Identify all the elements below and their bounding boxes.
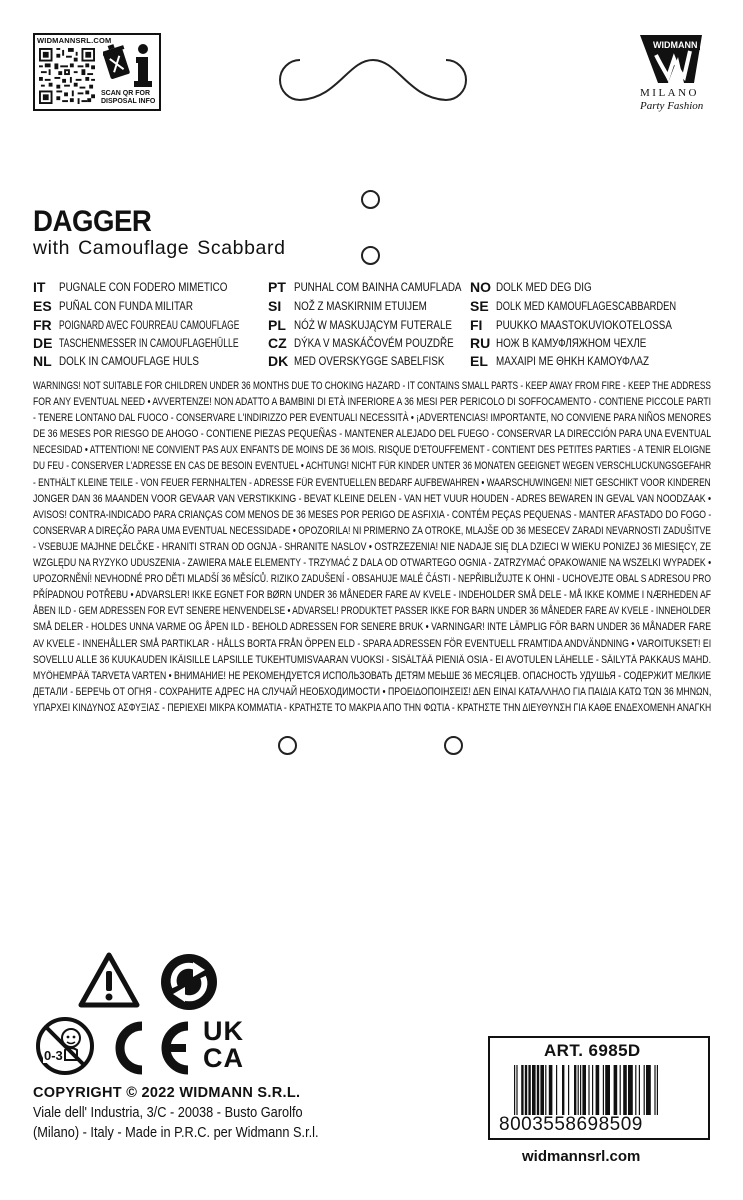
- translation-item: [268, 278, 498, 296]
- barcode-bar: [620, 1065, 621, 1115]
- barcode-bar: [556, 1065, 557, 1115]
- qr-caption-line1: SCAN QR FOR: [101, 90, 150, 97]
- barcode-label: [488, 1036, 710, 1140]
- barcode-bar: [657, 1065, 658, 1115]
- translation-item: [268, 352, 477, 370]
- translation-item: [470, 316, 711, 334]
- warning-line: MYÖHEMPÄÄ TARVETA VARTEN • ВНИМАНИЕ! НЕ РЕКОМЕНДУЕТСЯ ИСПОЛЬЗОВАТЬ ДЕТЯМ МЕЬШЕ 36 МЕСЯЦЕВ. ОПАСНОСТЬ УДУШЬЯ - СОДЕРЖИТ МЕЛКИЕ: [33, 669, 711, 682]
- translation-text: NOŽ Z MASKIRNIM ETUIJEM: [294, 298, 427, 313]
- barcode-bar: [635, 1065, 636, 1115]
- language-code: DE: [33, 334, 53, 351]
- barcode-bar: [514, 1065, 515, 1115]
- warning-line: - VSEBUJE MAJHNE DELČKE - HRANITI STRAN OD OGNJA - SHRANITE NASLOV • OSTRZEZENIA! NIE NADAJE SIĘ DLA DZIECI W WIEKU PONIZEJ 36 MIESIĘCY, ZE: [33, 540, 712, 553]
- ce-mark-icon: [104, 1018, 194, 1078]
- barcode-icon: [500, 1065, 700, 1119]
- translation-item: [33, 334, 308, 352]
- barcode-bar: [614, 1065, 618, 1115]
- qr-caption-line2: DISPOSAL INFO: [101, 98, 156, 105]
- translation-text: ΜΑΧΑΙΡΙ ΜΕ ΘΗΚΗ ΚΑΜΟΥΦΛΑΖ: [496, 353, 649, 368]
- translation-text: PUUKKO MAASTOKUVIOKOTELOSSA: [496, 317, 672, 332]
- logo-city: MILANO: [640, 87, 699, 99]
- language-code: NO: [470, 278, 491, 295]
- language-code: EL: [470, 352, 488, 369]
- barcode-bar: [574, 1065, 576, 1115]
- logo-brand: WIDMANN: [653, 40, 698, 50]
- ukca-line2: CA: [203, 1043, 244, 1073]
- translation-item: [33, 297, 222, 315]
- translation-text: НОЖ В КАМУФЛЯЖНОМ ЧЕХЛЕ: [496, 335, 647, 350]
- barcode-bar: [521, 1065, 523, 1115]
- barcode-bar: [605, 1065, 610, 1115]
- warning-line: - ENTHÄLT KLEINE TEILE - VON FEUER FERNHALTEN - ADRESSE FÜR EVENTUELLEN BEDARF AUFBEWAHREN • WAARSCHUWINGEN! NIET GESCHIKT VOOR KINDEREN: [33, 476, 711, 489]
- punch-hole: [278, 736, 297, 755]
- barcode-bar: [639, 1065, 640, 1115]
- address-line2: (Milano) - Italy - Made in P.R.C. per Widmann S.r.l.: [33, 1125, 319, 1141]
- website[interactable]: widmannsrl.com: [522, 1148, 641, 1165]
- barcode-bar: [596, 1065, 600, 1115]
- language-code: SE: [470, 297, 489, 314]
- warning-icon: [78, 952, 140, 1008]
- product-title: DAGGER: [33, 205, 152, 238]
- recycle-icon: [160, 953, 218, 1011]
- warning-line: UPOZORNĚNÍ! NEVHODNÉ PRO DĚTI MLADŠÍ 36 MĚSÍCŮ. RIZIKO ZADUŠENÍ - OBSAHUJE MALÉ ČÁSTI - NEPŘIBLIŽUJTE K OHNI - UCHOVEJTE OBAL S ADRESOU PRO: [33, 573, 712, 586]
- translation-text: PUNHAL COM BAINHA CAMUFLADA: [294, 279, 462, 294]
- no-children-icon: [35, 1016, 95, 1076]
- qr-disposal-block: [33, 33, 161, 111]
- warning-line: PŘÍPADNOU POTŘEBU • ADVARSLER! IKKE EGNET FOR BØRN UNDER 36 MÅNEDER FARE AV KVELE - INDEHOLDER SMÅ DELE - MÅ IKKE KOMME I NÆRHEDEN AF: [33, 589, 712, 602]
- warning-line: CONSERVAR A DIREÇÃO PARA UMA EVENTUAL NECESSIDADE • OPOZORILA! NI PRIMERNO ZA OTROKE, MLAJŠE OD 36 MESECEV ZARADI NEVARNOSTI ZADUŠITVE: [33, 524, 711, 537]
- warning-line: AVISOS! CONTRA-INDICADO PARA CRIANÇAS COM MENOS DE 36 MESES POR PERIGO DE ASFIXIA - CONTÉM PEÇAS PEQUENAS - MANTER AFASTADO DO FOGO -: [33, 508, 712, 521]
- warning-line: JONGER DAN 36 MAANDEN VOOR GEVAAR VAN VERSTIKKING - BEVAT KLEINE DELEN - VAN HET VUUR HOUDEN - ADRES BEWAREN IN GEVAL VAN NOODZAAK •: [33, 492, 712, 505]
- language-code: RU: [470, 334, 491, 351]
- warning-line: SOVELLU ALLE 36 KUUKAUDEN IKÄISILLE LAPSILLE TUKEHTUMISVAARAN VUOKSI - SISÄLTÄÄ PIENIÄ OSIA - EI AVOTULEN LÄHELLE - SÄILYTÄ PAKKAUS MAHD.: [33, 653, 712, 666]
- barcode-bar: [537, 1065, 539, 1115]
- qr-code-icon[interactable]: [39, 48, 95, 104]
- language-code: FI: [470, 316, 483, 333]
- barcode-bar: [532, 1065, 536, 1115]
- language-code: IT: [33, 278, 46, 295]
- ukca-line1: UK: [203, 1016, 244, 1046]
- translation-text: DOLK IN CAMOUFLAGE HULS: [59, 353, 199, 368]
- translation-text: PUÑAL CON FUNDA MILITAR: [59, 298, 193, 313]
- warning-line: WZGLĘDU NA RYZYKO UDUSZENIA - ZAWIERA MAŁE ELEMENTY - TRZYMAĆ Z DALA OD OTWARTEGO OGNIA - ZATRZYMAĆ OPAKOWANIE NA WSZELKI WYPADEK •: [33, 557, 712, 570]
- logo-tagline: Party Fashion: [640, 100, 704, 112]
- translation-item: [268, 316, 487, 334]
- ukca-mark: [203, 1018, 244, 1072]
- barcode-bar: [644, 1065, 645, 1115]
- language-code: CZ: [268, 334, 287, 351]
- address-line1: Viale dell' Industria, 3/C - 20038 - Busto Garolfo: [33, 1105, 303, 1121]
- barcode-bar: [568, 1065, 569, 1115]
- warning-line: NECESIDAD • ATTENTION! NE CONVIENT PAS AUX ENFANTS DE MOINS DE 36 MOIS. RISQUE D'ETOUFFEMENT - CONTIENT DES PETITES PARTIES - A TENIR ELOIGNE: [33, 444, 711, 457]
- translation-text: DÝKA V MASKÁČOVÉM POUZDŘE: [294, 335, 454, 350]
- translation-text: PUGNALE CON FODERO MIMETICO: [59, 279, 228, 294]
- translation-text: DOLK MED DEG DIG: [496, 279, 592, 294]
- language-code: ES: [33, 297, 52, 314]
- language-code: DK: [268, 352, 289, 369]
- product-subtitle: with Camouflage Scabbard: [33, 237, 286, 259]
- warning-line: AV KVELE - INNEHÅLLER SMÅ PARTIKLAR - HÅLLS BORTA FRÅN ÖPPEN ELD - SPARA ADRESSEN FÖR EVENTUELL FRAMTIDA ANDVÄNDNING • VAROITUKSET! EI: [33, 637, 712, 650]
- qr-url: WIDMANNSRL.COM: [37, 36, 112, 45]
- barcode-bar: [528, 1065, 530, 1115]
- punch-hole: [361, 246, 380, 265]
- translation-item: [470, 297, 728, 315]
- warning-line: SMÅ DELER - HOLDES UNNA VARME OG ÅPEN ILD - BEHOLD ADRESSEN FOR SENERE BRUK • VARNINGAR! INTE LÄMPLIG FÖR BARN UNDER 36 MÅNADER FARE: [33, 621, 712, 634]
- translation-item: [470, 334, 679, 352]
- barcode-bar: [628, 1065, 633, 1115]
- barcode-bar: [578, 1065, 579, 1115]
- warning-line: FOR ANY EVENTUAL NEED • AVVERTENZE! NON ADATTO A BAMBINI DI ETÀ INFERIORE A 36 MESI PER PERICOLO DI SOFFOCAMENTO - CONTIENE PICCOLE PARTI: [33, 396, 712, 409]
- translation-item: [33, 352, 230, 370]
- barcode-digits: 8003558698509: [499, 1114, 643, 1135]
- copyright: COPYRIGHT © 2022 WIDMANN S.R.L.: [33, 1085, 301, 1101]
- barcode-bar: [545, 1065, 546, 1115]
- language-code: NL: [33, 352, 52, 369]
- warning-line: ДЕТАЛИ - БЕРЕЧЬ ОТ ОГНЯ - СОХРАНИТЕ АДРЕС НА СЛУЧАЙ НЕОБХОДИМОСТИ • ΠΡΟΕΙΔΟΠΟΙΗΣΕΙΣ! ΔΕΝ ΕΙΝΑΙ ΚΑΤΑΛΛΗΛΟ ΓΙΑ ΠΑΙΔΙΑ ΚΑΤΩ ΤΩΝ 36 ΜΗΝΩΝ,: [33, 685, 712, 698]
- hang-tab-slot: [278, 58, 468, 102]
- barcode-bar: [623, 1065, 627, 1115]
- warning-line: ΥΠΑΡΧΕΙ ΚΙΝΔΥΝΟΣ ΑΣΦΥΞΙΑΣ - ΠΕΡΙΕΧΕΙ ΜΙΚΡΑ ΚΟΜΜΑΤΙΑ - ΚΡΑΤΗΣΤΕ ΤΟ ΜΑΚΡΙΑ ΑΠΟ ΤΗΝ ΦΩΤΙΑ - ΚΡΑΤΗΣΤΕ ΤΗΝ ΔΙΕΥΘΥΝΣΗ ΓΙΑ ΚΑΘΕ ΕΝΔΕΧΟΜΕΝΗ ΑΝΑΓΚΗ: [33, 701, 712, 714]
- translation-text: NÓŻ W MASKUJĄCYM FUTERALE: [294, 317, 453, 332]
- barcode-bar: [525, 1065, 527, 1115]
- punch-hole: [444, 736, 463, 755]
- barcode-bar: [562, 1065, 564, 1115]
- translation-item: [470, 352, 683, 370]
- translation-text: DOLK MED KAMOUFLAGESCABBARDEN: [496, 298, 677, 313]
- qr-caption: [101, 90, 161, 106]
- barcode-bar: [516, 1065, 517, 1115]
- translation-item: [268, 297, 456, 315]
- translation-item: [268, 334, 489, 352]
- widmann-logo: [638, 33, 718, 113]
- language-code: PT: [268, 278, 286, 295]
- article-number: ART. 6985D: [544, 1041, 641, 1060]
- barcode-bar: [540, 1065, 544, 1115]
- barcode-bar: [588, 1065, 589, 1115]
- translation-text: TASCHENMESSER IN CAMOUFLAGEHÜLLE: [59, 335, 239, 350]
- barcode-bar: [603, 1065, 604, 1115]
- translation-item: [33, 278, 264, 296]
- warning-line: DE 36 MESES POR RIESGO DE AHOGO - CONTIENE PIEZAS PEQUEÑAS - MANTENER ALEJADO DEL FUEGO - CONSERVAR LA DIRECCIÓN PARA UNA EVENTUAL: [33, 428, 712, 441]
- safety-warnings: [33, 378, 711, 716]
- barcode-bar: [592, 1065, 593, 1115]
- barcode-bar: [646, 1065, 651, 1115]
- barcode-bar: [549, 1065, 553, 1115]
- warning-line: WARNINGS! NOT SUITABLE FOR CHILDREN UNDER 36 MONTHS DUE TO CHOKING HAZARD - IT CONTAINS SMALL PARTS - KEEP AWAY FROM FIRE - KEEP THE ADDRESS: [33, 380, 711, 392]
- language-code: SI: [268, 297, 282, 314]
- barcode-bar: [580, 1065, 581, 1115]
- barcode-bar: [654, 1065, 655, 1115]
- warning-line: ÅBEN ILD - GEM ADRESSEN FOR EVT SENERE HENVENDELSE • ADVARSEL! PRODUKTET PASSER IKKE FOR BARN UNDER 36 MÅNEDER FARE AV KVELE - INNEHOLDER: [33, 605, 711, 618]
- language-code: FR: [33, 316, 52, 333]
- translation-text: POIGNARD AVEC FOURREAU CAMOUFLAGE: [59, 317, 240, 332]
- language-code: PL: [268, 316, 286, 333]
- age-label: 0-3: [44, 1048, 63, 1063]
- punch-hole: [361, 190, 380, 209]
- translation-item: [470, 278, 613, 296]
- warning-line: DU FEU - CONSERVER L'ADRESSE EN CAS DE BESOIN EVENTUEL • ACHTUNG! NICHT FÜR KINDER UNTER 36 MONATEN GEEIGNET WEGEN VERSCHLUCKUNGSGEFAHR: [33, 460, 712, 473]
- warning-line: - TENERE LONTANO DAL FUOCO - CONSERVARE L'INDIRIZZO PER EVENTUALI NECESSITÀ • ¡ADVERTENCIAS! IMPORTANTE, NO CONVIENE PARA NIÑOS MENORES: [33, 412, 712, 425]
- barcode-bar: [582, 1065, 586, 1115]
- disposal-info-icon: [103, 41, 155, 89]
- translation-text: MED OVERSKYGGE SABELFISK: [294, 353, 445, 368]
